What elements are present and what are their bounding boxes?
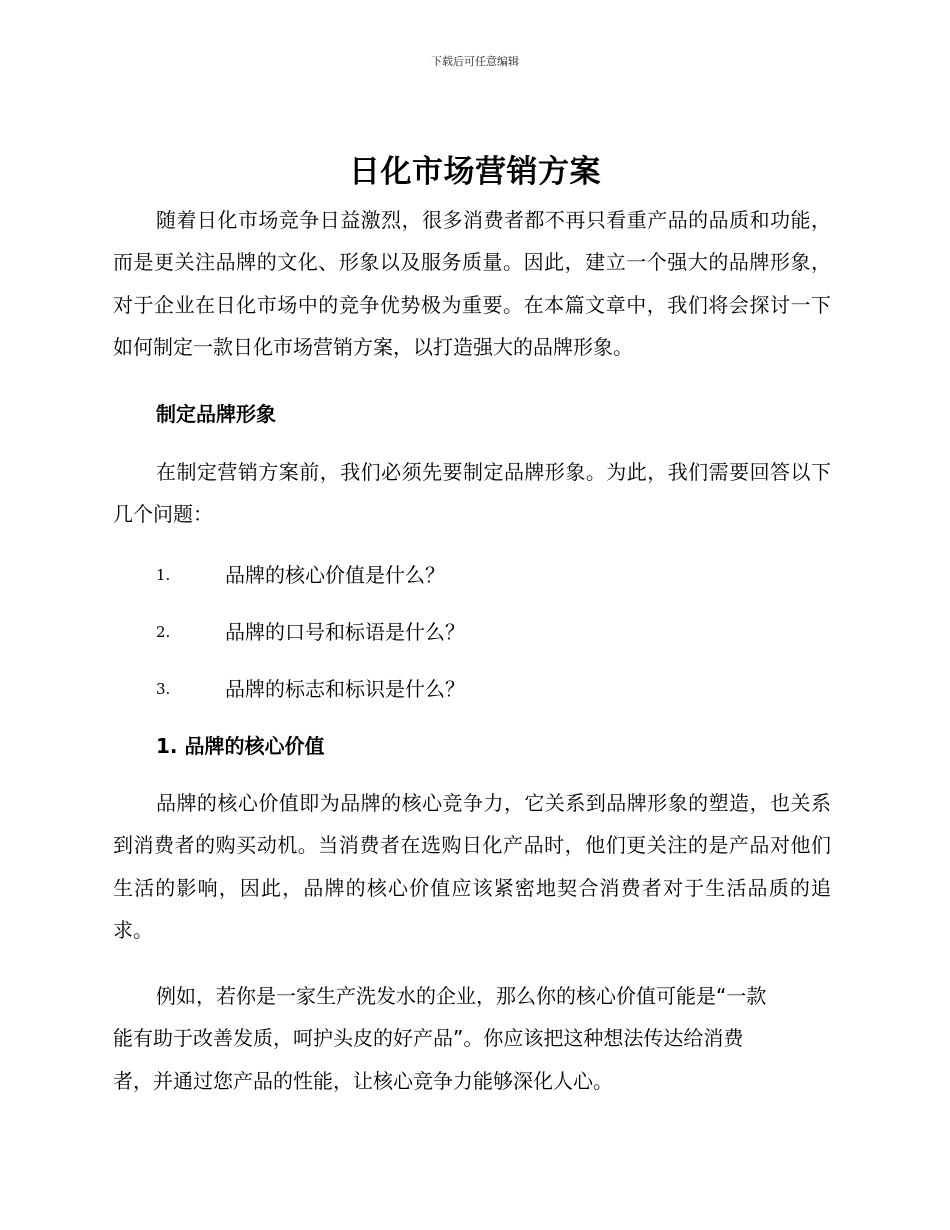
list-item-text: 品牌的核心价值是什么？ xyxy=(225,563,445,587)
list-item-text: 品牌的口号和标语是什么？ xyxy=(225,620,465,644)
list-item xyxy=(156,618,836,646)
list-item xyxy=(156,561,836,589)
example-line-3: 者，并通过您产品的性能，让核心竞争力能够深化人心。 xyxy=(113,1068,613,1093)
example-line-2: 能有助于改善发质，呵护头皮的好产品”。你应该把这种想法传达给消费 xyxy=(113,1026,744,1051)
section-heading-brand-image: 制定品牌形象 xyxy=(156,402,276,426)
document-title: 日化市场营销方案 xyxy=(349,154,601,190)
list-item-text: 品牌的标志和标识是什么？ xyxy=(225,677,465,701)
intro-paragraph: 随着日化市场竞争日益激烈，很多消费者都不再只看重产品的品质和功能，而是更关注品牌的文化、形象以及服务质量。因此，建立一个强大的品牌形象，对于企业在日化市场中的竞争优势极为重要。在本篇文章中，我们将会探讨一下如何制定一款日化市场营销方案，以打造强大的品牌形象。 xyxy=(113,208,831,359)
section-heading-core-value: 1. 品牌的核心价值 xyxy=(156,734,325,758)
list-item xyxy=(156,675,836,703)
page-header-note: 下载后可任意编辑 xyxy=(431,55,519,68)
list-item-number: 1. xyxy=(156,566,171,584)
section-paragraph-brand-image: 在制定营销方案前，我们必须先要制定品牌形象。为此，我们需要回答以下几个问题： xyxy=(113,460,831,527)
list-item-number: 3. xyxy=(156,680,171,698)
core-value-paragraph: 品牌的核心价值即为品牌的核心竞争力，它关系到品牌形象的塑造，也关系到消费者的购买动机。当消费者在选购日化产品时，他们更关注的是产品对他们生活的影响，因此，品牌的核心价值应该紧密地契合消费者对于生活品质的追求。 xyxy=(113,791,831,942)
example-line-1: 例如，若你是一家生产洗发水的企业，那么你的核心价值可能是“一款 xyxy=(156,984,767,1008)
list-item-number: 2. xyxy=(156,623,171,641)
example-paragraph xyxy=(113,975,831,1102)
